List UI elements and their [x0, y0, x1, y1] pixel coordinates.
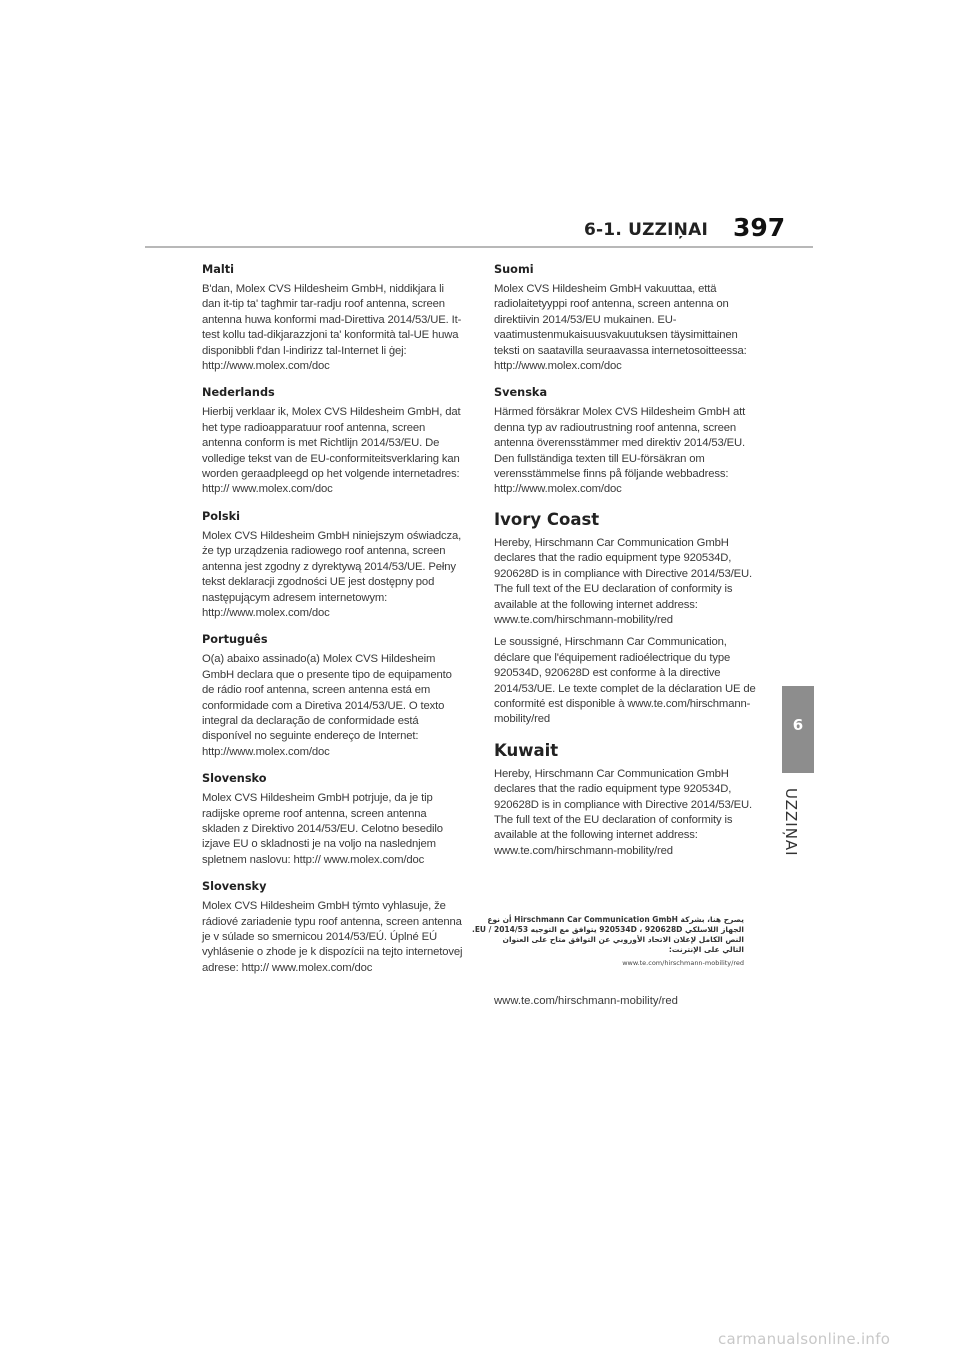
arabic-line: الجهاز اللاسلكي 920534D ، 920628D يتوافق مع التوجيه 2014/53 / EU. [471, 925, 744, 935]
lang-heading: Português [202, 633, 268, 647]
chapter-tab[interactable] [782, 686, 814, 773]
lang-text: Härmed försäkrar Molex CVS Hildesheim GmbH att denna typ av radioutrustning roof antenna, screen antenna överensstämmer med direktiv 2014/53/EU. Den fullständiga texten till EU-försäkran om verensstämmelse finns på följande webbadress: http://www.molex.com/doc [494, 406, 746, 496]
page-number: 397 [733, 213, 786, 242]
header-rule [145, 246, 813, 248]
lang-section-suomi [494, 262, 758, 374]
lang-text: Molex CVS Hildesheim GmbH týmto vyhlasuje, že rádiové zariadenie typu roof antenna, screen antenna je v súlade so smernicou 2014/53/EÚ. Úplné EÚ vyhlásenie o zhode je k dispozícii na tejto internetovej adrese: http:// www.molex.com/doc [202, 900, 463, 974]
kuwait-english: Hereby, Hirschmann Car Communication GmbH declares that the radio equipment type 920534D, 920628D is in compliance with Directive 2014/53/EU. The full text of the EU declaration of conformity is available at the following internet address: www.te.com/hirschmann-mobility/red [494, 767, 752, 857]
lang-section-slovensko [202, 771, 464, 868]
lang-section-polski [202, 509, 464, 621]
ivory-coast-french: Le soussigné, Hirschmann Car Communication, déclare que l'équipement radioélectrique du type 920534D, 920628D est conforme à la directive 2014/53/UE. Le texte complet de la déclaration UE de conformité est disponible à www.te.com/hirschmann-mobility/red [494, 636, 756, 726]
left-column [202, 260, 464, 987]
lang-section-portugues [202, 632, 464, 760]
country-heading-ivory-coast: Ivory Coast [494, 509, 600, 529]
arabic-line: يصرح هنا، بشركة Hirschmann Car Communication GmbH أن نوع [487, 915, 744, 925]
section-title: 6-1. UZZIŅAI [584, 220, 708, 240]
lang-heading: Nederlands [202, 386, 275, 400]
lang-heading: Slovensko [202, 772, 267, 786]
kuwait-arabic-declaration [471, 915, 744, 968]
kuwait-url: www.te.com/hirschmann-mobility/red [494, 995, 678, 1008]
lang-section-malti [202, 262, 464, 374]
arabic-line: النص الكامل لإعلان الاتحاد الأوروبي عن التوافق متاح على العنوان [502, 935, 744, 945]
country-heading-kuwait: Kuwait [494, 740, 559, 760]
lang-text: Hierbij verklaar ik, Molex CVS Hildesheim GmbH, dat het type radioapparatuur roof antenna, screen antenna conform is met Richtlijn 2014/53/EU. De volledige tekst van de EU-conformiteitsverklaring kan worden geraadpleegd op het volgende internetadres: http:// www.molex.com/doc [202, 406, 461, 496]
chapter-label: UZZIŅAI [782, 788, 800, 857]
right-column [471, 260, 758, 1008]
lang-heading: Suomi [494, 263, 534, 276]
lang-text: Molex CVS Hildesheim GmbH niniejszym oświadcza, że typ urządzenia radiowego roof antenna, screen antenna jest zgodny z dyrektywą 2014/53/UE. Pełny tekst deklaracji zgodności UE jest dostępny pod następującym adresem internetowym: http://www.molex.com/doc [202, 529, 462, 619]
arabic-line: التالي على الإنترنت: [668, 945, 744, 955]
watermark: carmanualsonline.info [718, 1330, 891, 1348]
lang-section-nederlands [202, 385, 464, 497]
chapter-number: 6 [792, 716, 804, 734]
lang-text: Molex CVS Hildesheim GmbH vakuuttaa, että radiolaitetyyppi roof antenna, screen antenna on direktiivin 2014/53/EU mukainen. EU-vaatimustenmukaisuusvakuutuksen täysimittainen teksti on saatavilla seuraavassa internetosoitteessa: http://www.molex.com/doc [494, 283, 747, 373]
lang-heading: Slovensky [202, 880, 267, 894]
lang-text: O(a) abaixo assinado(a) Molex CVS Hildesheim GmbH declara que o presente tipo de equipamento de rádio roof antenna, screen antenna está em conformidade com a Diretiva 2014/53/UE. O texto integral da declaração de conformidade está disponível no seguinte endereço de Internet: http://www.molex.com/doc [202, 653, 452, 758]
lang-text: Molex CVS Hildesheim GmbH potrjuje, da je tip radijske opreme roof antenna, screen antenna skladen z Direktivo 2014/53/EU. Celotno besedilo izjave EU o skladnosti je na voljo na naslednjem spletnem naslovu: http:// www.molex.com/doc [202, 792, 443, 866]
ivory-coast-english: Hereby, Hirschmann Car Communication GmbH declares that the radio equipment type 920534D, 920628D is in compliance with Directive 2014/53/EU. The full text of the EU declaration of conformity is available at the following internet address: www.te.com/hirschmann-mobility/red [494, 536, 752, 626]
lang-section-svenska [494, 385, 758, 497]
arabic-url: www.te.com/hirschmann-mobility/red [622, 959, 744, 968]
lang-heading: Polski [202, 509, 241, 523]
lang-section-slovensky [202, 879, 464, 976]
lang-text: B'dan, Molex CVS Hildesheim GmbH, niddikjara li dan it-tip ta' tagħmir tar-radju roof antenna, screen antenna huwa konformi mad-Direttiva 2014/53/UE. It-test kollu tad-dikjarazzjoni ta' konformità tal-UE huwa disponibbli f'dan l-indirizz tal-Internet li ġej: http://www.molex.com/doc [202, 283, 462, 373]
lang-heading: Svenska [494, 386, 548, 400]
page-header [0, 208, 960, 248]
lang-heading: Malti [202, 263, 235, 276]
